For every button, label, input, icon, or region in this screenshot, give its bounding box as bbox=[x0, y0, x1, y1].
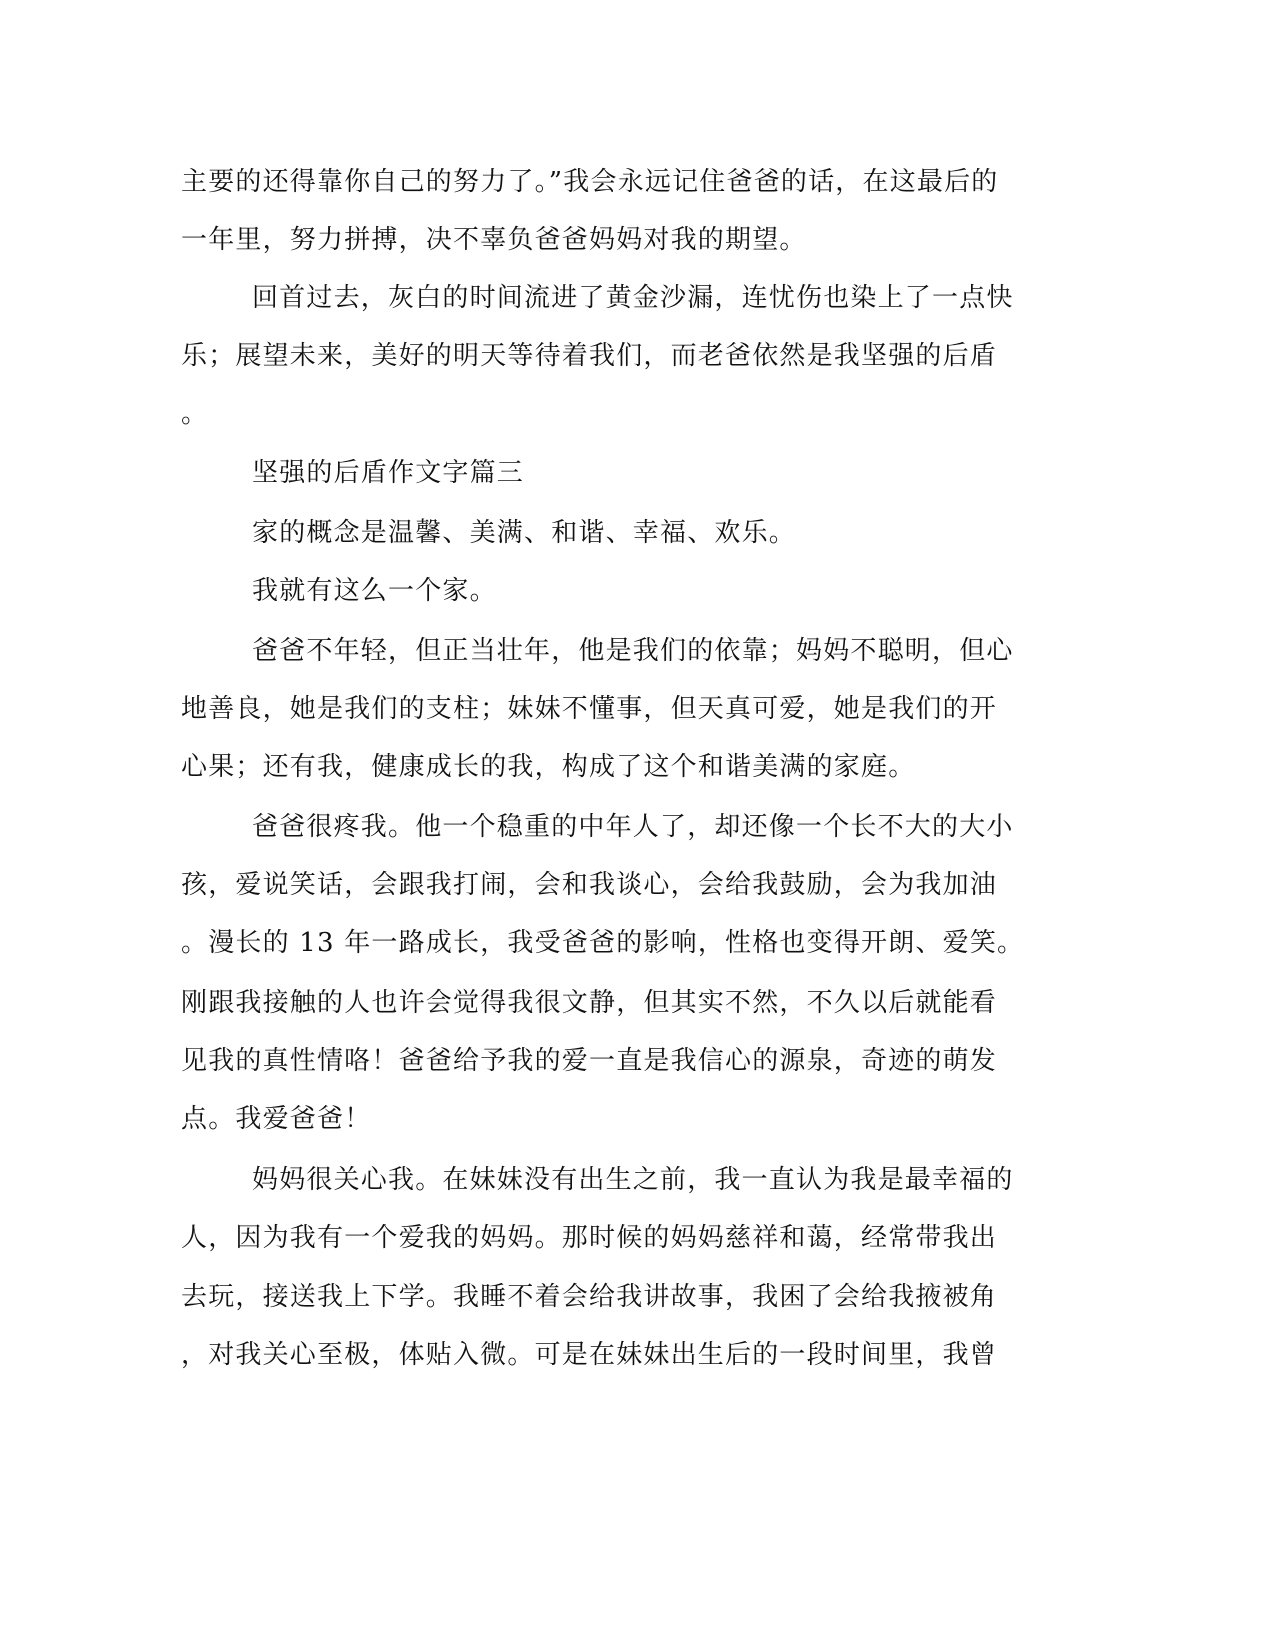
text-line: ，对我关心至极，体贴入微。可是在妹妹出生后的一段时间里，我曾 bbox=[181, 1340, 998, 1370]
text-line: 一年里，努力拼搏，决不辜负爸爸妈妈对我的期望。 bbox=[181, 225, 807, 255]
text-line: 见我的真性情咯！爸爸给予我的爱一直是我信心的源泉，奇迹的萌发 bbox=[181, 1046, 998, 1076]
text-line: 孩，爱说笑话，会跟我打闹，会和我谈心，会给我鼓励，会为我加油 bbox=[181, 870, 998, 900]
text-line: 。 bbox=[181, 399, 209, 429]
text-line: 爸爸很疼我。他一个稳重的中年人了，却还像一个长不大的大小 bbox=[252, 812, 1014, 842]
text-line: 回首过去，灰白的时间流进了黄金沙漏，连忧伤也染上了一点快 bbox=[252, 283, 1014, 313]
text-line: 去玩，接送我上下学。我睡不着会给我讲故事，我困了会给我掖被角 bbox=[181, 1282, 998, 1312]
text-line: 主要的还得靠你自己的努力了。”我会永远记住爸爸的话，在这最后的 bbox=[181, 167, 999, 197]
text-line: 地善良，她是我们的支柱；妹妹不懂事，但天真可爱，她是我们的开 bbox=[181, 694, 998, 724]
section-heading: 坚强的后盾作文字篇三 bbox=[252, 458, 525, 488]
text-line: 我就有这么一个家。 bbox=[252, 576, 497, 606]
text-line: 。漫长的 13 年一路成长，我受爸爸的影响，性格也变得开朗、爱笑。 bbox=[181, 928, 1025, 958]
text-line: 刚跟我接触的人也许会觉得我很文静，但其实不然，不久以后就能看 bbox=[181, 988, 998, 1018]
text-line: 点。我爱爸爸！ bbox=[181, 1104, 372, 1134]
text-line: 心果；还有我，健康成长的我，构成了这个和谐美满的家庭。 bbox=[181, 752, 916, 782]
text-line: 爸爸不年轻，但正当壮年，他是我们的依靠；妈妈不聪明，但心 bbox=[252, 636, 1014, 666]
text-line: 乐；展望未来，美好的明天等待着我们，而老爸依然是我坚强的后盾 bbox=[181, 341, 998, 371]
text-line: 妈妈很关心我。在妹妹没有出生之前，我一直认为我是最幸福的 bbox=[252, 1165, 1014, 1195]
text-line: 家的概念是温馨、美满、和谐、幸福、欢乐。 bbox=[252, 518, 797, 548]
text-line: 人，因为我有一个爱我的妈妈。那时候的妈妈慈祥和蔼，经常带我出 bbox=[181, 1223, 998, 1253]
